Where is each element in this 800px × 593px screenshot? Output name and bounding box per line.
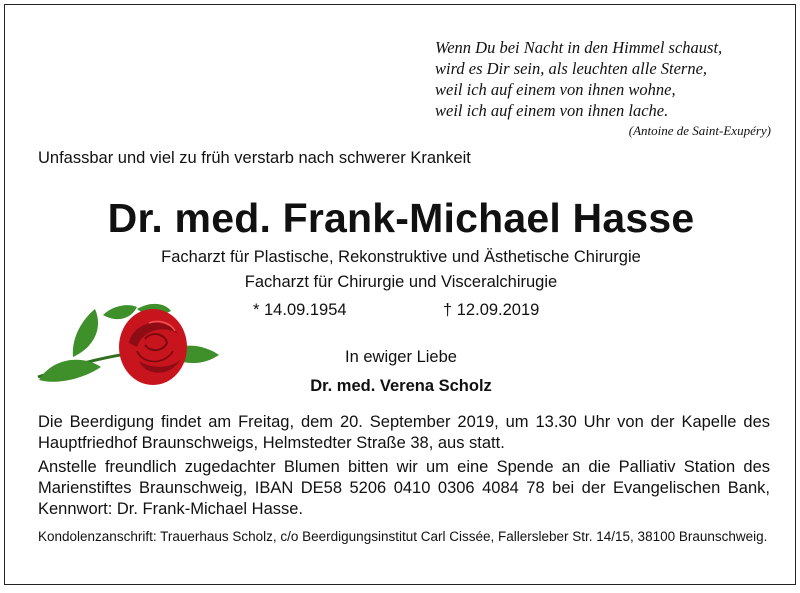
poem-line-1: Wenn Du bei Nacht in den Himmel schaust, — [435, 38, 723, 57]
poem-line-3: weil ich auf einem von ihnen wohne, — [435, 80, 676, 99]
poem-quote — [435, 37, 775, 141]
poem-line-4: weil ich auf einem von ihnen lache. — [435, 101, 669, 120]
donation-request: Anstelle freundlich zugedachter Blumen bitten wir um eine Spende an die Palliativ Station des Marienstiftes Braunschweig, IBAN DE58 5206 0410 0306 4084 78 bei der Evangelischen Bank, Kennwort: Dr. Frank-Michael Hasse. — [38, 458, 770, 518]
condolence-address: Kondolenzanschrift: Trauerhaus Scholz, c/o Beerdigungsinstitut Carl Cissée, Fallersleber Str. 14/15, 38100 Braunschweig. — [38, 529, 768, 544]
death-date: † 12.09.2019 — [443, 301, 540, 319]
obituary-notice — [4, 4, 796, 585]
mourner-name: Dr. med. Verena Scholz — [310, 377, 492, 395]
birth-date: * 14.09.1954 — [253, 301, 347, 319]
poem-author: (Antoine de Saint-Exupéry) — [628, 123, 771, 138]
funeral-details: Die Beerdigung findet am Freitag, dem 20. September 2019, um 13.30 Uhr von der Kapelle des Hauptfriedhof Braunschweigs, Helmstedter Straße 38, aus statt. — [38, 413, 770, 452]
deceased-name: Dr. med. Frank-Michael Hasse — [107, 195, 695, 241]
intro-text: Unfassbar und viel zu früh verstarb nach schwerer Krankeit — [38, 149, 471, 167]
professional-title-1: Facharzt für Plastische, Rekonstruktive und Ästhetische Chirurgie — [161, 248, 641, 266]
poem-line-2: wird es Dir sein, als leuchten alle Sterne, — [435, 59, 708, 78]
professional-title-2: Facharzt für Chirurgie und Visceralchirugie — [244, 273, 558, 291]
mourning-phrase: In ewiger Liebe — [345, 348, 457, 366]
